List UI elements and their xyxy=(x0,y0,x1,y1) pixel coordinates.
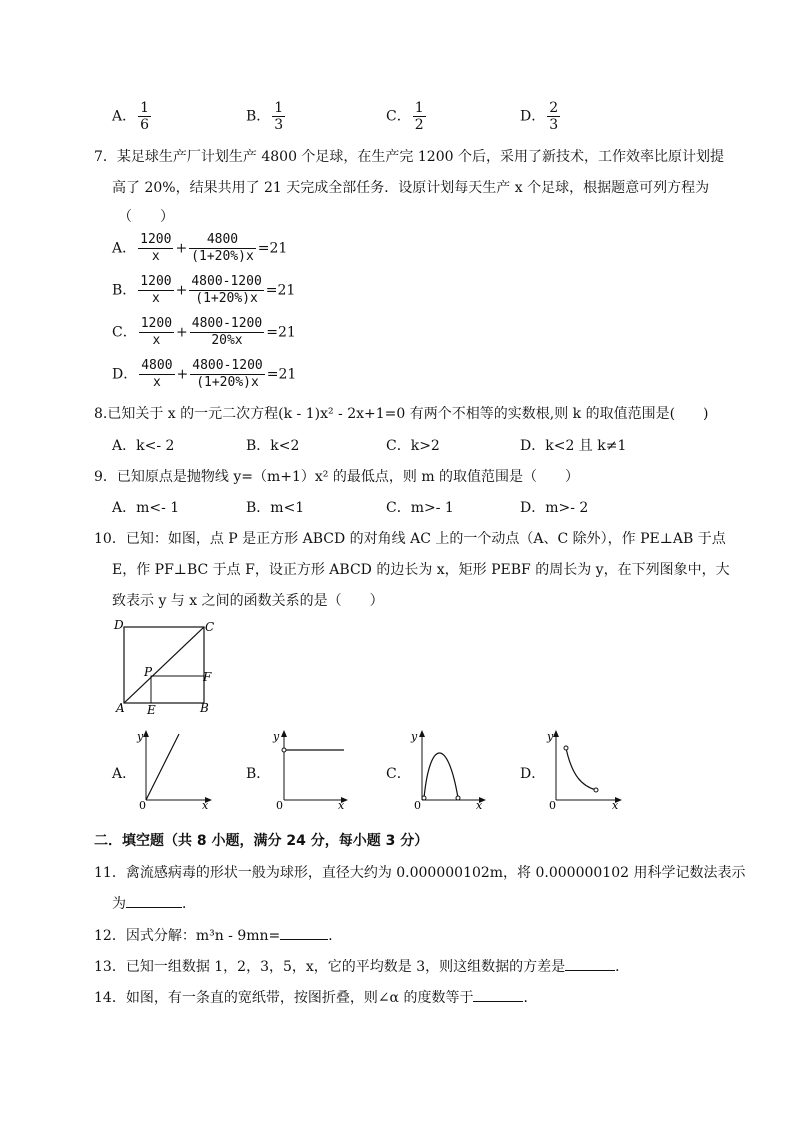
q10-line2: E，作 PF⊥BC 于点 F，设正方形 ABCD 的边长为 x，矩形 PEBF 的周长为 y，在下列图象中，大 xyxy=(112,562,730,578)
q6-option-b: B． $\frac{1}{3}$ xyxy=(246,100,284,133)
fraction: $\frac{1}{6}$ xyxy=(140,100,150,133)
q8-option-c: C．k>2 xyxy=(386,438,440,454)
q9-option-b: B．m<1 xyxy=(246,500,305,516)
label-b: B xyxy=(200,701,209,715)
graph-a xyxy=(134,728,214,810)
fraction: $\frac{4800}{x}$ xyxy=(141,358,173,390)
svg-text:0: 0 xyxy=(276,799,283,810)
q9-text: 9．已知原点是抛物线 y=（m+1）x² 的最低点，则 m 的取值范围是（ ） xyxy=(94,469,580,485)
q7-line2: 高了 20%，结果共用了 21 天完成全部任务．设原计划每天生产 x 个足球，根据题意可列方程为 xyxy=(112,180,710,196)
q9-option-d: D．m>- 2 xyxy=(520,500,589,516)
q7-option-c: C． $\frac{1200}{x}$ + $\frac{4800-1200}{20\%x}$ =21 xyxy=(112,316,296,348)
q7-option-a: A． $\frac{1200}{x}$ + $\frac{4800}{(1+20\%)x}$ =21 xyxy=(112,232,288,264)
q10-line3: 致表示 y 与 x 之间的函数关系的是（ ） xyxy=(112,593,384,609)
graph-option-d-label: D． xyxy=(520,766,546,782)
label-a: A xyxy=(116,701,125,715)
q7-line1: 7．某足球生产厂计划生产 4800 个足球，在生产完 1200 个后，采用了新技术，工作效率比原计划提 xyxy=(94,149,724,165)
fraction: $\frac{1200}{x}$ xyxy=(140,274,172,306)
svg-text:x: x xyxy=(338,799,345,810)
svg-text:0: 0 xyxy=(139,799,146,810)
svg-text:x: x xyxy=(612,799,619,810)
graph-option-c-label: C． xyxy=(386,766,411,782)
q7-option-b: B． $\frac{1200}{x}$ + $\frac{4800-1200}{(1+20\%)x}$ =21 xyxy=(112,274,296,306)
label-e: E xyxy=(147,703,156,715)
fraction: $\frac{2}{3}$ xyxy=(549,100,559,133)
q6-option-d: D． $\frac{2}{3}$ xyxy=(520,100,559,133)
q8-option-d: D．k<2 且 k≠1 xyxy=(520,438,627,454)
q10-line1: 10．已知：如图，点 P 是正方形 ABCD 的对角线 AC 上的一个动点（A、C 除外），作 PE⊥AB 于点 xyxy=(94,531,726,547)
square-figure xyxy=(108,615,228,715)
svg-text:x: x xyxy=(202,799,209,810)
svg-text:0: 0 xyxy=(414,799,421,810)
q7-paren: （ ） xyxy=(118,209,174,225)
svg-text:x: x xyxy=(476,799,483,810)
q8-text: 8.已知关于 x 的一元二次方程(k - 1)x² - 2x+1=0 有两个不相等的实数根,则 k 的取值范围是( ) xyxy=(94,406,709,422)
answer-blank[interactable] xyxy=(280,925,328,940)
svg-text:y: y xyxy=(547,730,554,743)
graph-option-a-label: A． xyxy=(112,766,137,782)
fraction: $\frac{4800-1200}{(1+20\%)x}$ xyxy=(191,274,262,306)
fraction: $\frac{4800-1200}{20\%x}$ xyxy=(191,316,263,348)
svg-text:y: y xyxy=(137,730,144,743)
svg-text:y: y xyxy=(411,730,418,743)
graph-b xyxy=(270,728,350,810)
graph-c xyxy=(408,728,488,810)
fraction: $\frac{4800}{(1+20\%)x}$ xyxy=(191,232,254,264)
q14: 14．如图，有一条直的宽纸带，按图折叠，则∠α 的度数等于 ． xyxy=(94,987,537,1007)
q6-option-c: C． $\frac{1}{2}$ xyxy=(386,100,424,133)
section-title: 二．填空题（共 8 小题，满分 24 分，每小题 3 分） xyxy=(94,833,429,849)
answer-blank[interactable] xyxy=(565,956,615,971)
label-p: P xyxy=(144,665,153,679)
fraction: $\frac{1}{3}$ xyxy=(274,100,284,133)
svg-text:y: y xyxy=(273,730,280,743)
answer-blank[interactable] xyxy=(126,893,182,908)
q11-line1: 11．禽流感病毒的形状一般为球形，直径大约为 0.000000102m，将 0.000000102 用科学记数法表示 xyxy=(94,865,746,881)
graph-d xyxy=(544,728,624,810)
fraction: $\frac{1200}{x}$ xyxy=(140,232,172,264)
q9-option-c: C．m>- 1 xyxy=(386,500,454,516)
svg-text:0: 0 xyxy=(549,799,556,810)
answer-blank[interactable] xyxy=(473,987,523,1002)
label-d: D xyxy=(114,618,124,632)
q13: 13．已知一组数据 1，2，3，5，x，它的平均数是 3，则这组数据的方差是 ． xyxy=(94,956,629,976)
label-c: C xyxy=(205,620,215,634)
label-f: F xyxy=(203,670,212,684)
fraction: $\frac{1200}{x}$ xyxy=(140,316,173,348)
q11-line2: 为 ． xyxy=(112,893,196,913)
q8-option-b: B．k<2 xyxy=(246,438,300,454)
fraction: $\frac{1}{2}$ xyxy=(414,100,424,133)
graph-option-b-label: B． xyxy=(246,766,271,782)
q6-option-a: A． $\frac{1}{6}$ xyxy=(112,100,150,133)
q8-option-a: A．k<- 2 xyxy=(112,438,175,454)
q9-option-a: A．m<- 1 xyxy=(112,500,180,516)
q12: 12．因式分解：m³n - 9mn= ． xyxy=(94,925,342,945)
fraction: $\frac{4800-1200}{(1+20\%)x}$ xyxy=(192,358,263,390)
q7-option-d: D． $\frac{4800}{x}$ + $\frac{4800-1200}{(1+20\%)x}$ =21 xyxy=(112,358,297,390)
